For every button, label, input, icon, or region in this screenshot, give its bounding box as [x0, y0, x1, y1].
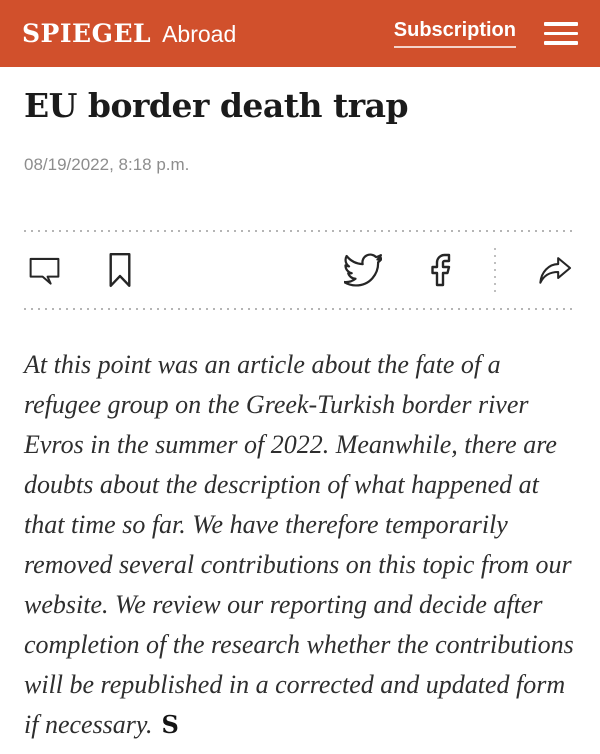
comment-icon [26, 252, 63, 289]
publish-date: 08/19/2022, 8:18 p.m. [24, 155, 190, 175]
dotted-divider-vertical [494, 248, 496, 292]
article-content [0, 88, 600, 745]
article-title: EU border death trap [24, 86, 409, 125]
bookmark-icon [107, 251, 133, 289]
twitter-icon [344, 251, 382, 289]
dotted-divider-bottom [24, 308, 576, 310]
top-navigation-bar [0, 0, 600, 67]
masthead[interactable] [22, 19, 236, 48]
spiegel-end-mark: S [161, 710, 179, 740]
header-actions [394, 19, 578, 48]
subscription-link[interactable]: Subscription [394, 19, 516, 48]
article-body [24, 345, 576, 745]
facebook-icon [422, 252, 458, 288]
article-toolbar [24, 230, 576, 310]
comments-button[interactable] [26, 252, 63, 289]
twitter-share-button[interactable] [344, 251, 382, 289]
facebook-share-button[interactable] [422, 252, 458, 288]
toolbar-row [24, 232, 576, 308]
hamburger-menu-icon[interactable] [544, 22, 578, 45]
spiegel-logo[interactable]: SPIEGEL [22, 19, 152, 48]
section-label: Abroad [162, 21, 237, 47]
bookmark-button[interactable] [107, 251, 133, 289]
share-button[interactable] [536, 251, 574, 289]
share-icon [536, 251, 574, 289]
body-paragraph: At this point was an article about the fate of a refugee group on the Greek-Turkish border river Evros in the summer of 2022. Meanwhile, there are doubts about the description of what happened at that time so far. We have therefore temporarily removed several contributions on this topic from our website. We review our reporting and decide after completion of the research whether the contributions will be republished in a corrected and updated form if necessary. [24, 350, 574, 740]
